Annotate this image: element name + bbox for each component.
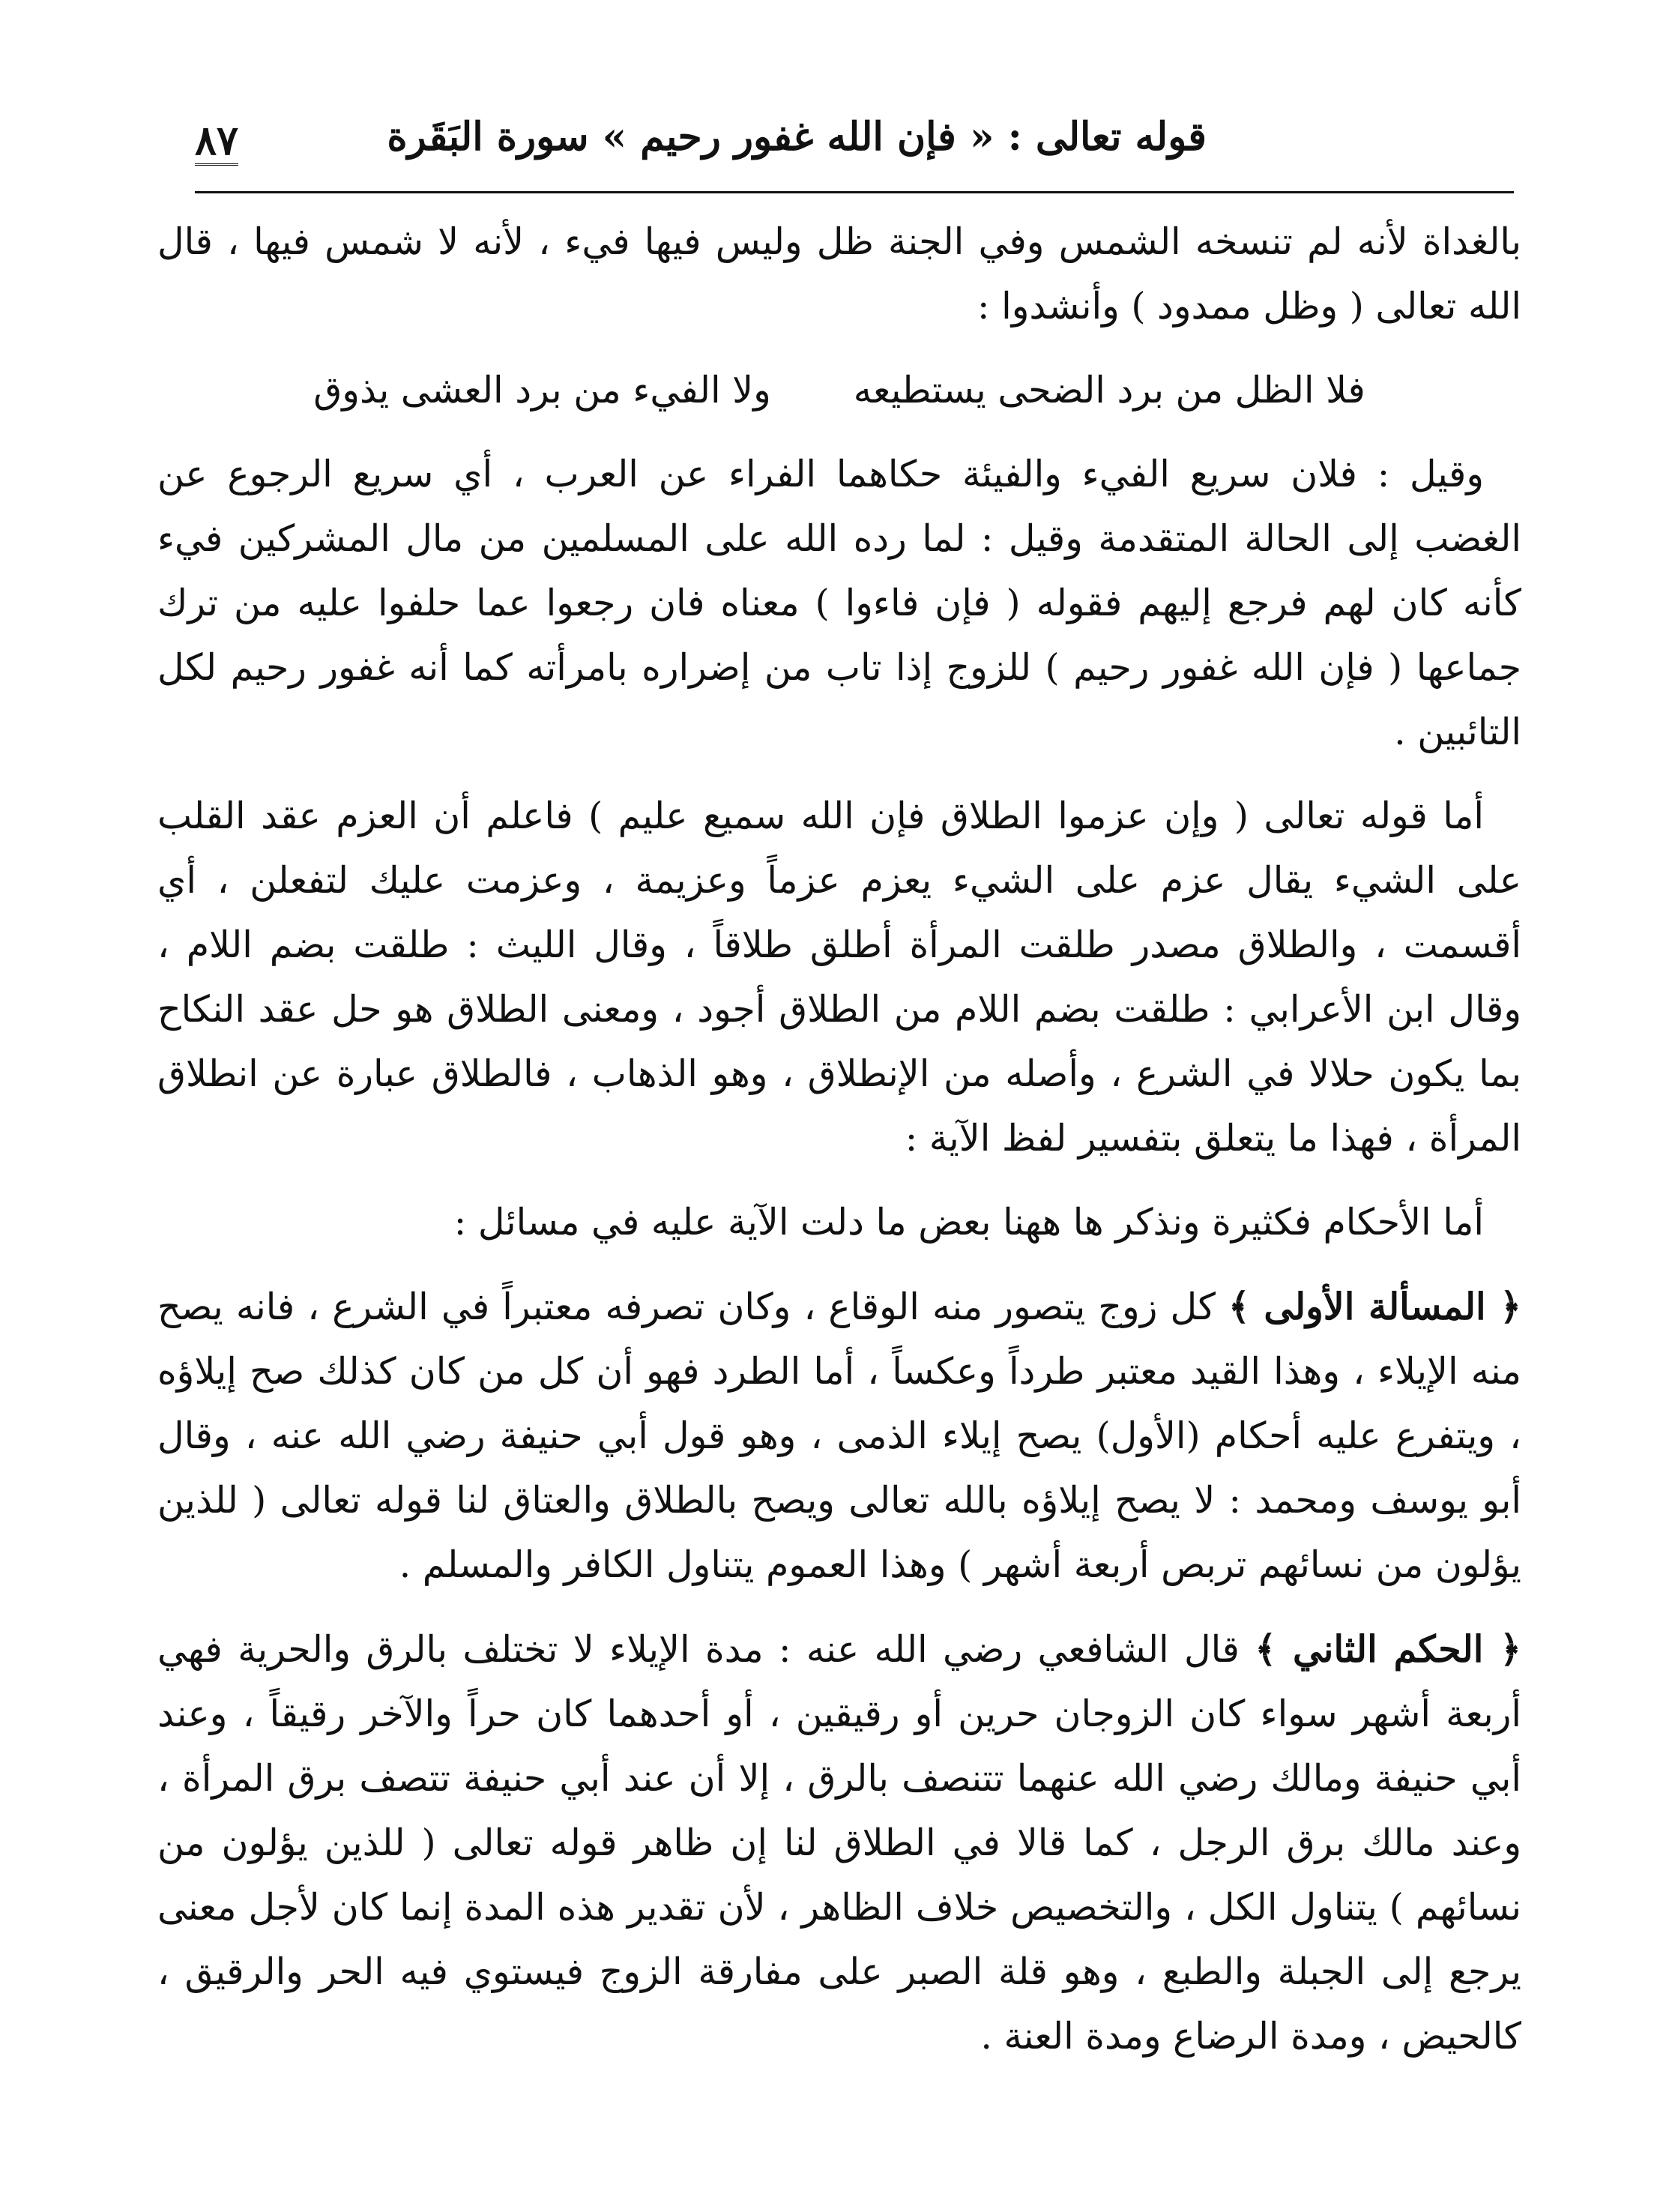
paragraph-first-issue xyxy=(157,1274,1521,1597)
page-header xyxy=(150,97,1521,180)
poem-second-hemistich: ولا الفيء من برد العشى يذوق xyxy=(313,369,771,412)
body-text xyxy=(157,210,1521,2088)
first-issue-text: كل زوج يتصور منه الوقاع ، وكان تصرفه معتبراً في الشرع ، فانه يصح منه الإيلاء ، وهذا القيد معتبر طرداً وعكساً ، أما الطرد فهو أن كل من كان كذلك صح إيلاؤه ، ويتفرع عليه أحكام (الأول) يصح إيلاء الذمى ، وهو قول أبي حنيفة رضي الله عنه ، وقال أبو يوسف ومحمد : لا يصح إيلاؤه بالله تعالى ويصح بالطلاق والعتاق لنا قوله تعالى ( للذين يؤلون من نسائهم تربص أربعة أشهر ) وهذا العموم يتناول الكافر والمسلم . xyxy=(157,1286,1521,1586)
paragraph-talaq: أما قوله تعالى ( وإن عزموا الطلاق فإن الله سميع عليم ) فاعلم أن العزم عقد القلب على الشيء يقال عزم على الشيء يعزم عزماً وعزيمة ، وعزمت عليك لتفعلن ، أي أقسمت ، والطلاق مصدر طلقت المرأة أطلق طلاقاً ، وقال الليث : طلقت بضم اللام ، وقال ابن الأعرابي : طلقت بضم اللام من الطلاق أجود ، ومعنى الطلاق هو حل عقد النكاح بما يكون حلالا في الشرع ، وأصله من الإنطلاق ، وهو الذهاب ، فالطلاق عبارة عن انطلاق المرأة ، فهذا ما يتعلق بتفسير لفظ الآية : xyxy=(157,795,1521,1160)
header-rule xyxy=(195,191,1514,193)
running-head: قوله تعالى : « فإن الله غفور رحيم » سورة البَقَرة xyxy=(387,114,1207,160)
paragraph-second-ruling xyxy=(157,1617,1521,2069)
poem-first-hemistich: فلا الظل من برد الضحى يستطيعه xyxy=(853,369,1365,412)
second-ruling-title: ﴿ الحكم الثاني ﴾ xyxy=(1255,1627,1522,1671)
page-number: ٨٧ xyxy=(195,116,239,164)
paragraph-shade: بالغداة لأنه لم تنسخه الشمس وفي الجنة ظل وليس فيها فيء ، لأنه لا شمس فيها ، قال الله تعالى ( وظل ممدود ) وأنشدوا : xyxy=(157,220,1521,328)
second-ruling-text: قال الشافعي رضي الله عنه : مدة الإيلاء لا تختلف بالرق والحرية فهي أربعة أشهر سواء كان الزوجان حرين أو رقيقين ، أو أحدهما كان حراً والآخر رقيقاً ، وعند أبي حنيفة ومالك رضي الله عنهما تتنصف بالرق ، إلا أن عند أبي حنيفة تتصف برق المرأة ، وعند مالك برق الرجل ، كما قالا في الطلاق لنا إن ظاهر قوله تعالى ( للذين يؤلون من نسائهم ) يتناول الكل ، والتخصيص خلاف الظاهر ، لأن تقدير هذه المدة إنما كان لأجل معنى يرجع إلى الجبلة والطبع ، وهو قلة الصبر على مفارقة الزوج فيستوي فيه الحر والرقيق ، كالحيض ، ومدة الرضاع ومدة العنة . xyxy=(157,1628,1521,2058)
book-page xyxy=(150,82,1521,2151)
paragraph-fay: وقيل : فلان سريع الفيء والفيئة حكاهما الفراء عن العرب ، أي سريع الرجوع عن الغضب إلى الحالة المتقدمة وقيل : لما رده الله على المسلمين من مال المشركين فيء كأنه كان لهم فرجع إليهم فقوله ( فإن فاءوا ) معناه فان رجعوا عما حلفوا عليه من ترك جماعها ( فإن الله غفور رحيم ) للزوج إذا تاب من إضراره بامرأته كما أنه غفور رحيم لكل التائبين . xyxy=(157,453,1521,753)
paragraph-ahkam: أما الأحكام فكثيرة ونذكر ها ههنا بعض ما دلت الآية عليه في مسائل : xyxy=(453,1201,1484,1244)
poem-verse xyxy=(157,358,1521,423)
first-issue-title: ﴿ المسألة الأولى ﴾ xyxy=(1228,1285,1521,1328)
